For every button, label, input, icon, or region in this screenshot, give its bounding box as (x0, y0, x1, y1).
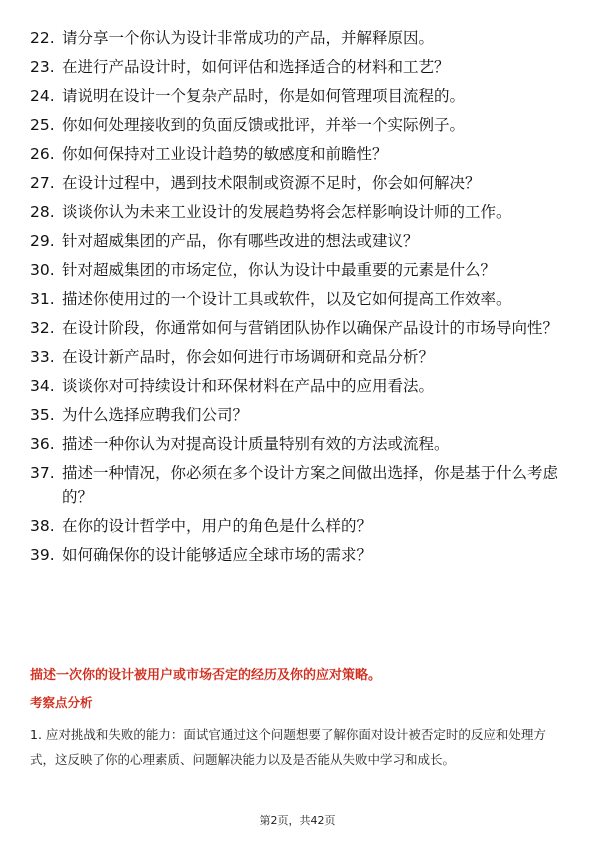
question-item (30, 200, 570, 224)
question-text: 在设计阶段，你通常如何与营销团队协作以确保产品设计的市场导向性？ (62, 319, 559, 337)
analysis-heading: 考察点分析 (30, 695, 93, 710)
question-number: 32. (30, 319, 55, 337)
question-number: 34. (30, 377, 55, 395)
question-number: 23. (30, 58, 55, 76)
analysis-paragraph: 1. 应对挑战和失败的能力：面试官通过这个问题想要了解你面对设计被否定时的反应和处理方式，这反映了你的心理素质、问题解决能力以及是否能从失败中学习和成长。 (30, 727, 546, 767)
question-number: 37. (30, 464, 55, 482)
question-number: 30. (30, 261, 55, 279)
question-text: 描述一种情况，你必须在多个设计方案之间做出选择，你是基于什么考虑的？ (62, 464, 559, 506)
question-item (30, 432, 570, 456)
question-item (30, 55, 570, 79)
question-text: 描述你使用过的一个设计工具或软件，以及它如何提高工作效率。 (62, 290, 512, 308)
question-list (30, 26, 570, 572)
question-text: 你如何处理接收到的负面反馈或批评，并举一个实际例子。 (62, 116, 466, 134)
question-text: 在设计新产品时，你会如何进行市场调研和竞品分析？ (62, 348, 435, 366)
question-text: 描述一种你认为对提高设计质量特别有效的方法或流程。 (62, 435, 450, 453)
question-text: 在你的设计哲学中，用户的角色是什么样的？ (62, 517, 373, 535)
question-item (30, 287, 570, 311)
question-item (30, 374, 570, 398)
question-number: 25. (30, 116, 55, 134)
question-number: 31. (30, 290, 55, 308)
question-item (30, 316, 570, 340)
question-number: 24. (30, 87, 55, 105)
question-number: 27. (30, 174, 55, 192)
question-text: 谈谈你认为未来工业设计的发展趋势将会怎样影响设计师的工作。 (62, 203, 512, 221)
question-item (30, 461, 570, 509)
question-item (30, 113, 570, 137)
question-number: 22. (30, 29, 55, 47)
question-item (30, 171, 570, 195)
question-text: 谈谈你对可持续设计和环保材料在产品中的应用看法。 (62, 377, 435, 395)
question-item (30, 142, 570, 166)
question-number: 35. (30, 406, 55, 424)
question-item (30, 345, 570, 369)
question-text: 针对超威集团的产品，你有哪些改进的想法或建议？ (62, 232, 419, 250)
question-number: 39. (30, 546, 55, 564)
question-item (30, 84, 570, 108)
question-number: 28. (30, 203, 55, 221)
question-item (30, 514, 570, 538)
question-item (30, 229, 570, 253)
question-item (30, 543, 570, 567)
question-text: 你如何保持对工业设计趋势的敏感度和前瞻性？ (62, 145, 388, 163)
answer-section (30, 666, 570, 772)
question-number: 38. (30, 517, 55, 535)
section-heading: 描述一次你的设计被用户或市场否定的经历及你的应对策略。 (30, 668, 382, 683)
question-text: 如何确保你的设计能够适应全球市场的需求？ (62, 546, 373, 564)
question-text: 请说明在设计一个复杂产品时，你是如何管理项目流程的。 (62, 87, 466, 105)
question-text: 在设计过程中，遇到技术限制或资源不足时，你会如何解决？ (62, 174, 481, 192)
question-number: 26. (30, 145, 55, 163)
question-item (30, 26, 570, 50)
question-number: 36. (30, 435, 55, 453)
question-text: 在进行产品设计时，如何评估和选择适合的材料和工艺？ (62, 58, 450, 76)
question-text: 为什么选择应聘我们公司？ (62, 406, 249, 424)
question-text: 请分享一个你认为设计非常成功的产品，并解释原因。 (62, 29, 435, 47)
question-item (30, 258, 570, 282)
question-number: 33. (30, 348, 55, 366)
page-footer: 第2页，共42页 (259, 814, 336, 827)
question-item (30, 403, 570, 427)
question-text: 针对超威集团的市场定位，你认为设计中最重要的元素是什么？ (62, 261, 497, 279)
question-number: 29. (30, 232, 55, 250)
